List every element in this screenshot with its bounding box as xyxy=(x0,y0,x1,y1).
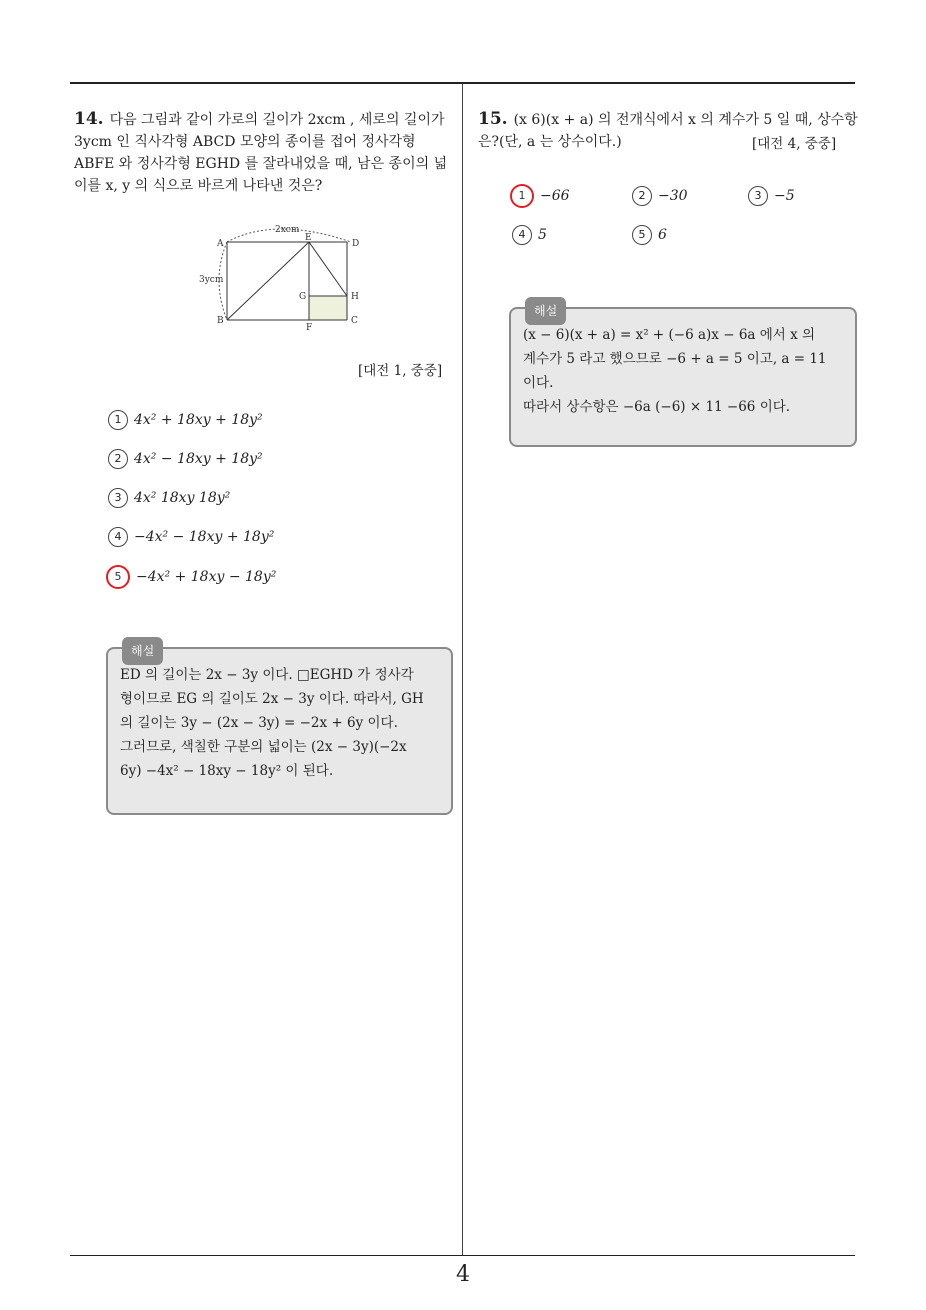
option-marker: 2 xyxy=(632,186,652,206)
option-marker: 2 xyxy=(108,449,128,469)
option-2[interactable] xyxy=(108,449,263,469)
option-value: 4x² − 18xy + 18y² xyxy=(134,451,263,467)
question-text: (x 6)(x + a) 의 전개식에서 x 의 계수가 5 일 때, 상수항은?(단, a 는 상수이다.) xyxy=(478,112,858,150)
option-marker: 4 xyxy=(512,225,532,245)
solution-line: ED 의 길이는 2x − 3y 이다. □EGHD 가 정사각 xyxy=(120,667,414,683)
diagonal-EH xyxy=(309,242,347,296)
option-5-correct[interactable] xyxy=(106,565,276,589)
label-H: H xyxy=(351,292,359,302)
solution-tag: 해설 xyxy=(122,637,163,665)
option-value: −5 xyxy=(774,188,795,204)
question-15-solution-box xyxy=(509,304,857,447)
page-number: 4 xyxy=(456,1262,470,1287)
question-14-source: [대전 1, 중중] xyxy=(358,363,443,379)
option-2[interactable] xyxy=(632,186,688,206)
option-value: −4x² − 18xy + 18y² xyxy=(134,529,275,545)
option-marker: 3 xyxy=(108,488,128,508)
option-marker: 1 xyxy=(108,410,128,430)
solution-line: 의 길이는 3y − (2x − 3y) = −2x + 6y 이다. xyxy=(120,715,398,731)
question-number: 15. xyxy=(478,109,508,129)
option-marker: 3 xyxy=(748,186,768,206)
bottom-rule xyxy=(70,1255,855,1256)
label-B: B xyxy=(217,316,224,326)
label-E: E xyxy=(305,233,312,243)
option-3[interactable] xyxy=(108,488,230,508)
option-marker: 5 xyxy=(632,225,652,245)
solution-line: 그러므로, 색칠한 구분의 넓이는 (2x − 3y)(−2x xyxy=(120,739,407,755)
option-value: −4x² + 18xy − 18y² xyxy=(136,569,277,585)
option-value: −66 xyxy=(540,188,570,204)
label-A: A xyxy=(217,239,224,249)
solution-line: 계수가 5 라고 했으므로 −6 + a = 5 이고, a = 11 xyxy=(523,351,827,367)
option-value: −30 xyxy=(658,188,688,204)
question-14-stem xyxy=(74,108,456,197)
option-3[interactable] xyxy=(748,186,795,206)
solution-line: 형이므로 EG 의 길이도 2x − 3y 이다. 따라서, GH xyxy=(120,691,424,707)
label-F: F xyxy=(306,323,313,333)
label-C: C xyxy=(351,316,358,326)
option-1[interactable] xyxy=(108,410,263,430)
option-value: 4x² + 18xy + 18y² xyxy=(134,412,263,428)
question-number: 14. xyxy=(74,109,104,129)
solution-tag: 해설 xyxy=(525,297,566,325)
label-width: 2xcm xyxy=(275,225,300,235)
option-5[interactable] xyxy=(632,225,667,245)
question-text: 다음 그림과 같이 가로의 길이가 2xcm , 세로의 길이가 3ycm 인 직사각형 ABCD 모양의 종이를 접어 정사각형 ABFE 와 정사각형 EGHD 를 잘라내었을 때, 남은 종이의 넓이를 x, y 의 식으로 바르게 나타낸 것은? xyxy=(74,112,448,194)
option-marker-circled: 5 xyxy=(106,565,130,589)
question-14-solution-box xyxy=(106,644,453,815)
option-value: 5 xyxy=(538,227,547,243)
shaded-region xyxy=(309,296,347,320)
label-G: G xyxy=(299,292,307,302)
question-15-source: [대전 4, 중중] xyxy=(752,136,837,152)
option-marker-circled: 1 xyxy=(510,184,534,208)
solution-line: (x − 6)(x + a) = x² + (−6 a)x − 6a 에서 x 의 xyxy=(523,327,816,343)
label-height: 3ycm xyxy=(199,275,224,285)
option-value: 6 xyxy=(658,227,667,243)
label-D: D xyxy=(352,239,360,249)
solution-line: 이다. xyxy=(523,375,554,391)
option-marker: 4 xyxy=(108,527,128,547)
option-4[interactable] xyxy=(512,225,547,245)
solution-line: 따라서 상수항은 −6a (−6) × 11 −66 이다. xyxy=(523,399,791,415)
diagonal-BE xyxy=(227,242,309,320)
option-4[interactable] xyxy=(108,527,274,547)
option-value: 4x² 18xy 18y² xyxy=(134,490,231,506)
option-1-correct[interactable] xyxy=(510,184,570,208)
column-divider xyxy=(462,84,463,1256)
rectangle-figure xyxy=(195,222,365,337)
solution-line: 6y) −4x² − 18xy − 18y² 이 된다. xyxy=(120,763,334,779)
